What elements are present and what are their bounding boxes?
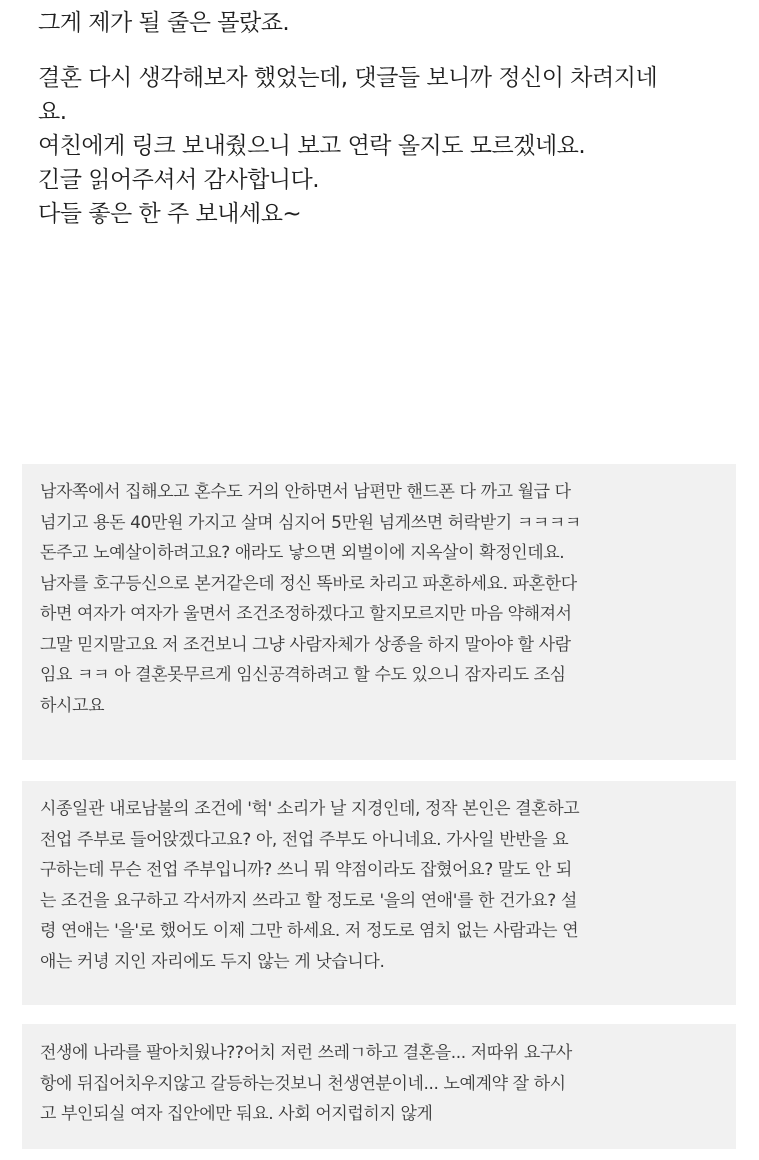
comment-text-line: 애는 커녕 지인 자리에도 두지 않는 게 낫습니다. — [40, 951, 385, 972]
comment-text-line: 전업 주부로 들어앉겠다고요? 아, 전업 주부도 아니네요. 가사일 반반을 요 — [40, 829, 569, 850]
comment-text-line: 임요 ㅋㅋ 아 결혼못무르게 임신공격하려고 할 수도 있으니 잠자리도 조심 — [40, 665, 566, 685]
comment-text-line: 하면 여자가 여자가 울면서 조건조정하겠다고 할지모르지만 마음 약해져서 — [40, 604, 572, 624]
post-text-line: 긴글 읽어주셔서 감사합니다. — [38, 167, 320, 193]
comment-text-line: 고 부인되실 여자 집안에만 둬요. 사회 어지럽히지 않게 — [40, 1104, 433, 1124]
comment-box — [22, 781, 736, 1005]
post-text-line: 여친에게 링크 보내줬으니 보고 연락 올지도 모르겠네요. — [38, 133, 586, 159]
comment-text-line: 는 조건을 요구하고 각서까지 쓰라고 할 정도로 '을의 연애'를 한 건가요? 설 — [40, 890, 577, 911]
comment-text-line: 항에 뒤집어치우지않고 갈등하는것보니 천생연분이네... 노예계약 잘 하시 — [40, 1073, 566, 1094]
comment-text-line: 구하는데 무슨 전업 주부입니까? 쓰니 뭐 약점이라도 잡혔어요? 말도 안 되 — [40, 860, 572, 880]
comment-text-line: 남자쪽에서 집해오고 혼수도 거의 안하면서 남편만 핸드폰 다 까고 월급 다 — [40, 482, 571, 502]
post-text-line: 결혼 다시 생각해보자 했었는데, 댓글들 보니까 정신이 차려지네 — [38, 65, 658, 91]
comment-box — [22, 464, 736, 760]
comment-text-line: 하시고요 — [40, 695, 105, 716]
post-body — [38, 0, 738, 231]
comment-text-line: 돈주고 노예살이하려고요? 애라도 낳으면 외벌이에 지옥살이 확정인데요. — [40, 543, 565, 563]
post-text-line: 그게 제가 될 줄은 몰랐죠. — [38, 10, 290, 36]
comment-box — [22, 1024, 736, 1149]
comment-text-line: 그말 믿지말고요 저 조건보니 그냥 사람자체가 상종을 하지 말아야 할 사람 — [40, 634, 571, 655]
comment-text-line: 시종일관 내로남불의 조건에 '헉' 소리가 날 지경인데, 정작 본인은 결혼하고 — [40, 799, 580, 819]
comment-text-line: 전생에 나라를 팔아치웠나??어치 저런 쓰레ㄱ하고 결혼을... 저따위 요구사 — [40, 1043, 572, 1063]
post-text-line: 요. — [38, 99, 67, 125]
post-text-line: 다들 좋은 한 주 보내세요~ — [38, 201, 302, 227]
comment-text-line: 넘기고 용돈 40만원 가지고 살며 심지어 5만원 넘게쓰면 허락받기 ㅋㅋㅋㅋ — [40, 512, 581, 533]
comment-text-line: 령 연애는 '을'로 했어도 이제 그만 하세요. 저 정도로 염치 없는 사람과는 연 — [40, 921, 579, 941]
comment-text-line: 남자를 호구등신으로 본거같은데 정신 똑바로 차리고 파혼하세요. 파혼한다 — [40, 573, 577, 594]
